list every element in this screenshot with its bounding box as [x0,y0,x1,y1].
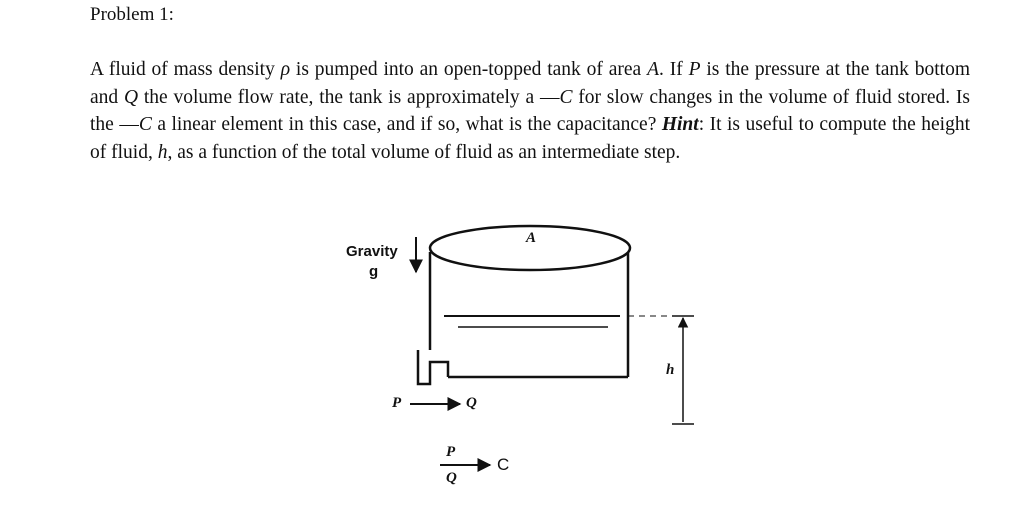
problem-statement: A fluid of mass density ρ is pumped into an open-topped tank of area A. If P is the pressure at the tank bottom and Q the volume flow rate, the tank is approximately a —C for slow changes in the volume of fluid stored. Is the —C a linear element in this case, and if so, what is the capacitance? Hint: It is useful to compute the height of fluid, h, as a function of the total volume of fluid as an intermediate step. [90,59,971,163]
capacitance-symbol: C [559,86,573,108]
tank-diagram [300,182,820,507]
area-symbol: A [647,59,659,80]
height-label: h [666,362,675,378]
inlet-pressure-label: P [392,395,402,411]
c-bar-glyph: — [539,86,560,108]
flow-symbol: Q [123,86,139,108]
capacitance-symbol: C [138,114,152,135]
tank-figure [300,182,820,507]
element-flow-label: Q [446,470,457,486]
hint-label: Hint [661,114,699,135]
inlet-pipe [418,350,448,384]
gravity-g-label: g [369,263,379,280]
element-type-label: C [497,455,510,474]
element-pressure-label: P [446,444,456,460]
c-bar-glyph: — [119,114,139,135]
gravity-label: Gravity [346,243,398,260]
height-symbol: h [157,141,168,163]
rho-symbol: ρ [280,59,291,80]
problem-heading: Problem 1: [90,4,174,25]
inlet-flow-label: Q [466,395,477,411]
area-label: A [526,230,537,246]
pressure-symbol: P [688,59,701,80]
